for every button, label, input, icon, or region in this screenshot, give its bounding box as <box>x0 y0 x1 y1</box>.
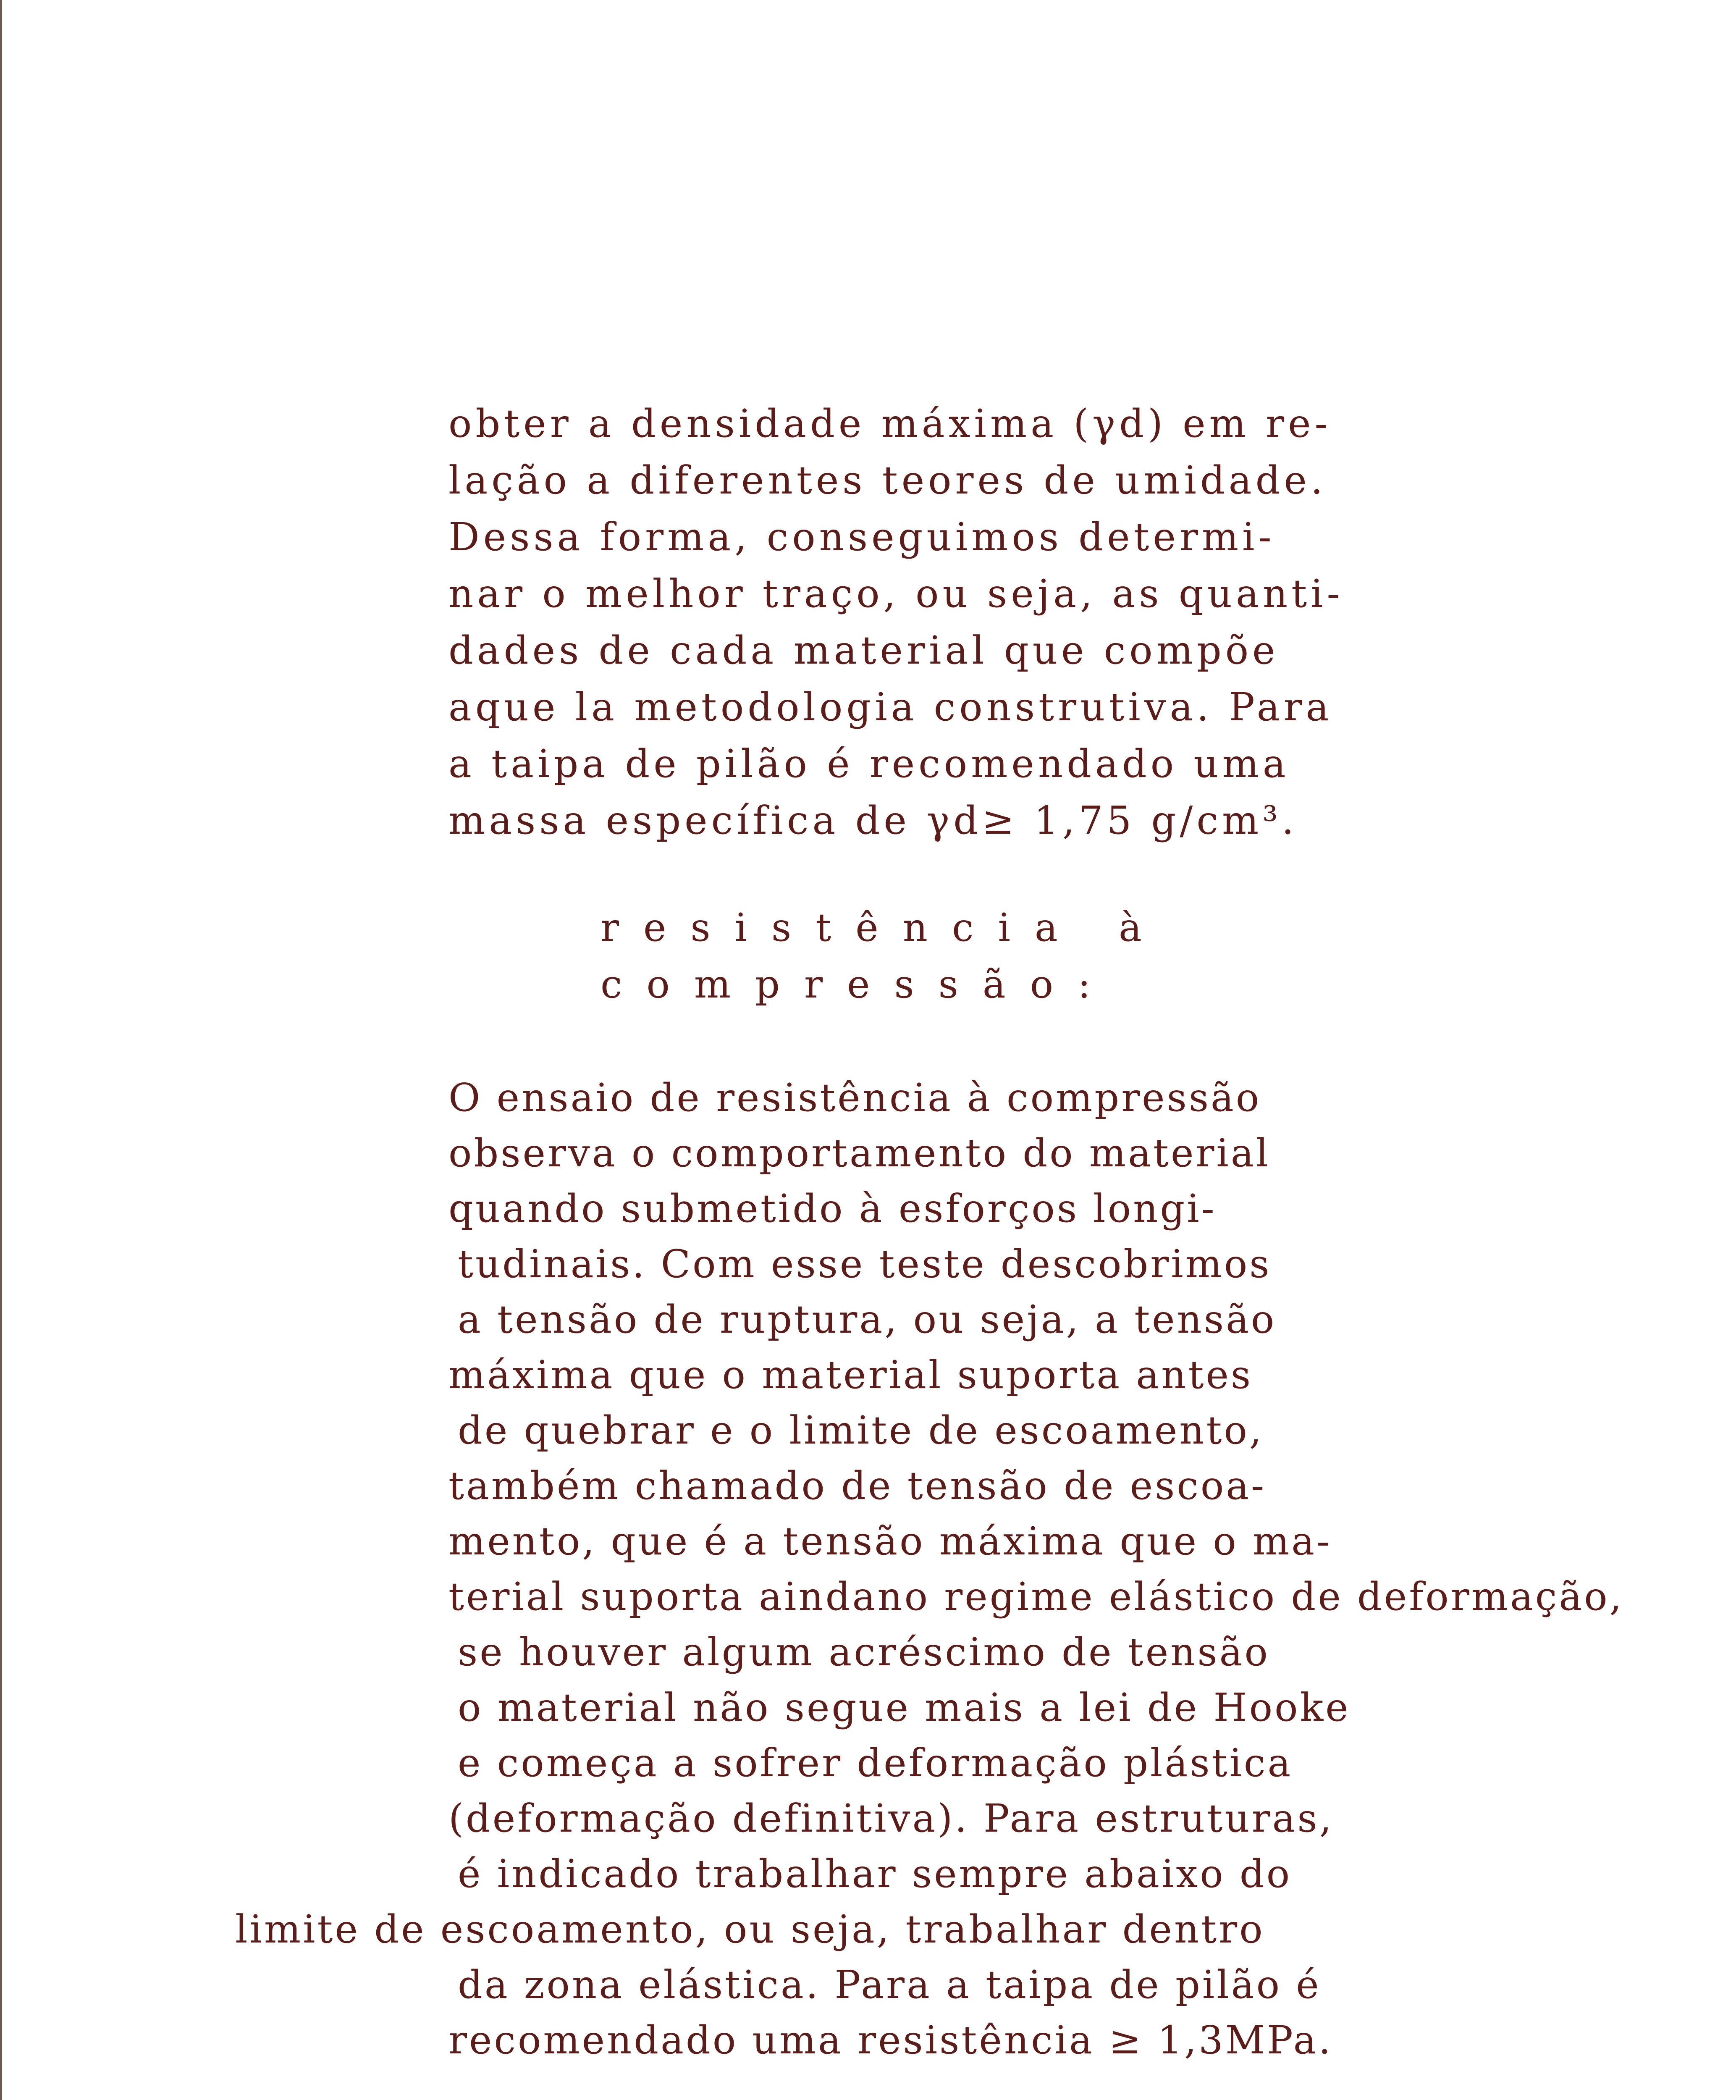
text-line: de quebrar e o limite de escoamento, <box>458 1408 1264 1453</box>
text-line: observa o comportamento do material <box>448 1131 1271 1176</box>
text-line: recomendado uma resistência ≥ 1,3MPa. <box>448 2018 1333 2063</box>
text-line: máxima que o material suporta antes <box>448 1352 1253 1397</box>
text-line: é indicado trabalhar sempre abaixo do <box>458 1851 1292 1896</box>
text-line: o material não segue mais a lei de Hooke <box>458 1685 1351 1730</box>
text-line: a taipa de pilão é recomendado uma <box>448 741 1290 786</box>
text-line: quando submetido à esforços longi- <box>448 1186 1217 1231</box>
text-line: terial suporta aindano regime elástico de deformação, <box>448 1574 1624 1619</box>
text-line: O ensaio de resistência à compressão <box>448 1075 1261 1120</box>
text-line: a tensão de ruptura, ou seja, a tensão <box>458 1297 1277 1342</box>
text-line: (deformação definitiva). Para estruturas, <box>448 1796 1334 1841</box>
text-line: obter a densidade máxima (γd) em re- <box>448 401 1332 446</box>
heading-line: resistência à <box>601 905 1166 950</box>
text-line: tudinais. Com esse teste descobrimos <box>458 1242 1272 1286</box>
text-line: aque la metodologia construtiva. Para <box>448 685 1333 730</box>
text-line: massa específica de γd≥ 1,75 g/cm³. <box>448 798 1298 843</box>
text-line: também chamado de tensão de escoa- <box>448 1463 1267 1508</box>
text-line: lação a diferentes teores de umidade. <box>448 458 1327 503</box>
text-line: Dessa forma, conseguimos determi- <box>448 514 1275 559</box>
page-edge-line <box>0 0 2 2100</box>
text-line: mento, que é a tensão máxima que o ma- <box>448 1519 1332 1564</box>
text-line: e começa a sofrer deformação plástica <box>458 1740 1293 1785</box>
text-line: limite de escoamento, ou seja, trabalhar dentro <box>235 1907 1265 1952</box>
text-line: se houver algum acréscimo de tensão <box>458 1630 1270 1675</box>
text-line: dades de cada material que compõe <box>448 628 1279 673</box>
heading-line: compressão: <box>601 962 1115 1007</box>
text-line: nar o melhor traço, ou seja, as quanti- <box>448 571 1344 616</box>
text-line: da zona elástica. Para a taipa de pilão é <box>458 1962 1321 2007</box>
